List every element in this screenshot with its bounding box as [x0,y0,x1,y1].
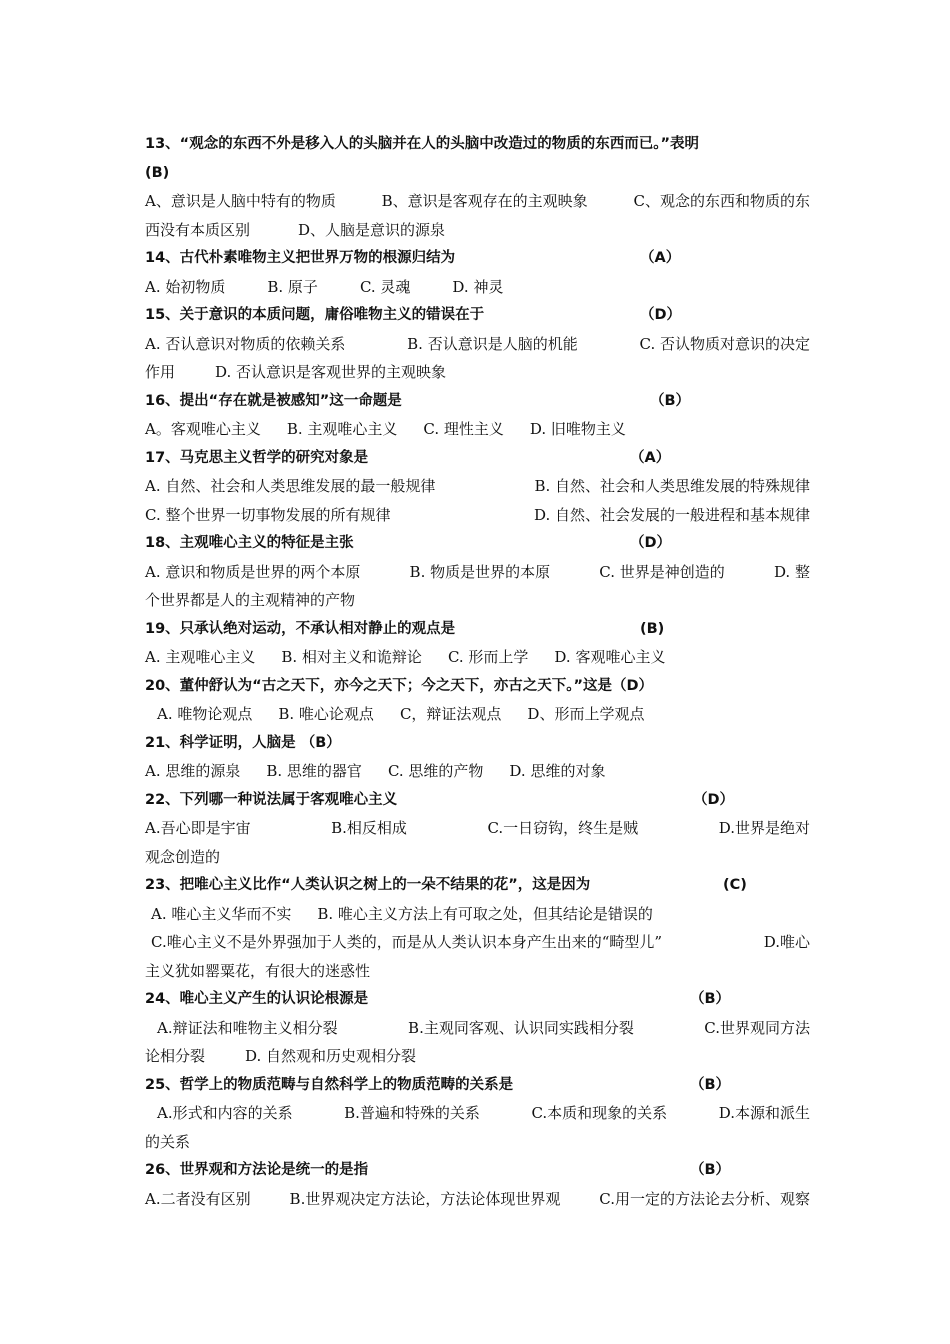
question-options-22 [145,814,810,843]
question-options-23-cont2 [145,957,810,986]
question-options-25-cont [145,1128,810,1157]
question-stem-23: 23、把唯心主义比作“人类认识之树上的一朵不结果的花”，这是因为 (C) [145,871,810,900]
option: B.世界观决定方法论，方法论体现世界观 [289,1189,561,1208]
question-stem-18: 18、主观唯心主义的特征是主张 （D） [145,529,810,558]
answer-key: （A） [630,449,671,466]
option-continued: 论相分裂 [145,1047,206,1065]
question-options-24-cont [145,1042,810,1071]
option: D. 否认意识是客观世界的主观映象 [215,363,447,381]
option: C. 思维的产物 [387,762,484,780]
answer-key: （D） [630,535,672,551]
option: B. 思维的器官 [266,762,362,780]
option: A. 自然、社会和人类思维发展的最一般规律 [145,477,436,495]
option: A.吾心即是宇宙 [145,819,251,837]
question-options-25 [145,1099,810,1128]
option: B. 相对主义和诡辩论 [281,648,422,666]
answer-key: （B） [690,1162,731,1178]
answer-key: （D） [640,307,682,323]
option: D.唯心 [763,933,810,951]
question-list [145,130,810,1213]
question-options-23 [145,900,810,929]
option: B. 唯心主义方法上有可取之处，但其结论是错误的 [317,904,653,923]
question-options-15 [145,330,810,359]
option: B.主观同客观、认识同实践相分裂 [408,1018,634,1037]
question-options-23-cont [145,928,810,957]
answer-key: （D） [612,677,654,694]
option: C，辩证法观点 [399,705,502,723]
option: C. 否认物质对意识的决定 [639,334,810,353]
option: A.二者没有区别 [145,1189,251,1208]
option: A.形式和内容的关系 [157,1104,293,1122]
option: D. 神灵 [452,277,504,296]
option: C.一日窃钩，终生是贼 [487,819,639,837]
question-options-22-cont [145,843,810,872]
question-answer-13: (B) [145,164,170,181]
option: B. 否认意识是人脑的机能 [407,334,578,353]
answer-key: (B) [640,620,665,637]
option: A. 主观唯心主义 [145,648,256,666]
option-continued: 个世界都是人的主观精神的产物 [145,591,356,609]
question-stem-21: 21、科学证明，人脑是 （B） [145,734,341,751]
answer-key: (C) [723,877,747,893]
question-stem-24: 24、唯心主义产生的认识论根源是 （B） [145,985,810,1014]
answer-key: （B） [690,991,731,1007]
option: D. 自然、社会发展的一般进程和基本规律 [533,505,810,524]
option: C. 理性主义 [423,420,504,438]
option-continued: 的关系 [145,1132,191,1151]
option: D.世界是绝对 [718,819,810,837]
answer-key: （B） [300,734,341,751]
option: A. 唯心主义华而不实 [151,904,292,923]
option: C、观念的东西和物质的东 [633,192,810,210]
question-options-18-cont [145,586,810,615]
question-options-20 [145,700,810,729]
option: C.用一定的方法论去分析、观察 [599,1189,810,1208]
question-options-26 [145,1185,810,1214]
option: B. 原子 [267,277,318,296]
question-options-15-cont [145,358,810,387]
option: D. 客观唯心主义 [554,648,666,666]
option: D、形而上学观点 [527,705,645,723]
question-stem-26: 26、世界观和方法论是统一的是指 （B） [145,1156,810,1185]
question-options-19 [145,643,810,672]
question-stem-16: 16、提出“存在就是被感知”这一命题是 （B） [145,387,810,416]
question-stem-20: 20、董仲舒认为“古之天下，亦今之天下；今之天下，亦古之天下。”这是（D） [145,677,654,694]
answer-key: （B） [650,392,691,409]
question-options-21 [145,757,810,786]
option: C. 形而上学 [447,648,529,666]
question-stem-22: 22、下列哪一种说法属于客观唯心主义 （D） [145,786,810,815]
option: A. 意识和物质是世界的两个本原 [145,562,361,581]
question-stem-19: 19、只承认绝对运动，不承认相对静止的观点是 (B) [145,615,810,644]
question-stem-14: 14、古代朴素唯物主义把世界万物的根源归结为 （A） [145,244,810,273]
option: C. 整个世界一切事物发展的所有规律 [145,505,391,524]
option: D.本源和派生 [718,1104,810,1122]
option-continued: 作用 [145,363,176,381]
option: A.辩证法和唯物主义相分裂 [157,1018,338,1037]
option: B. 唯心论观点 [278,705,374,723]
question-stem-15: 15、关于意识的本质问题，庸俗唯物主义的错误在于 （D） [145,301,810,330]
option: B. 主观唯心主义 [286,420,398,438]
option: D. 旧唯物主义 [529,420,626,438]
option: D. 自然观和历史观相分裂 [245,1047,417,1065]
question-options-24 [145,1014,810,1043]
option: D、人脑是意识的源泉 [298,220,446,239]
question-options-16 [145,415,810,444]
option: C. 灵魂 [359,277,411,296]
option: A. 始初物质 [145,277,226,296]
answer-key: （A） [640,250,681,266]
question-options-17-cont [145,501,810,530]
question-options-17 [145,472,810,501]
option: B. 物质是世界的本原 [409,562,551,581]
option: A. 否认意识对物质的依赖关系 [145,334,346,353]
option: B. 自然、社会和人类思维发展的特殊规律 [534,477,810,495]
question-stem-17: 17、马克思主义哲学的研究对象是 （A） [145,444,810,473]
answer-key: （B） [690,1076,731,1093]
option: A. 唯物论观点 [157,705,253,723]
option: A、意识是人脑中特有的物质 [145,192,336,210]
option: C.本质和现象的关系 [531,1104,668,1122]
option: B.普遍和特殊的关系 [344,1104,480,1122]
question-stem-13: 13、“观念的东西不外是移入人的头脑并在人的头脑中改造过的物质的东西而已。”表明 [145,136,699,152]
option-continued: 西没有本质区别 [145,220,251,239]
option: B.相反相成 [331,819,407,837]
option: C.唯心主义不是外界强加于人类的，而是从人类认识本身产生出来的“畸型儿” [151,933,663,951]
option: C. 世界是神创造的 [599,562,725,581]
option: A. 思维的源泉 [145,762,241,780]
question-options-13 [145,187,810,216]
question-stem-25: 25、哲学上的物质范畴与自然科学上的物质范畴的关系是 （B） [145,1071,810,1100]
option-continued: 观念创造的 [145,847,221,866]
option: D. 整 [773,562,810,581]
option: C.世界观同方法 [704,1018,810,1037]
option-continued: 主义犹如罂粟花，有很大的迷惑性 [145,961,371,980]
option: B、意识是客观存在的主观映象 [381,192,588,210]
question-options-18 [145,558,810,587]
question-options-13-cont [145,216,810,245]
option: A。客观唯心主义 [145,420,261,438]
question-options-14 [145,273,810,302]
option: D. 思维的对象 [509,762,606,780]
answer-key: （D） [693,791,735,808]
